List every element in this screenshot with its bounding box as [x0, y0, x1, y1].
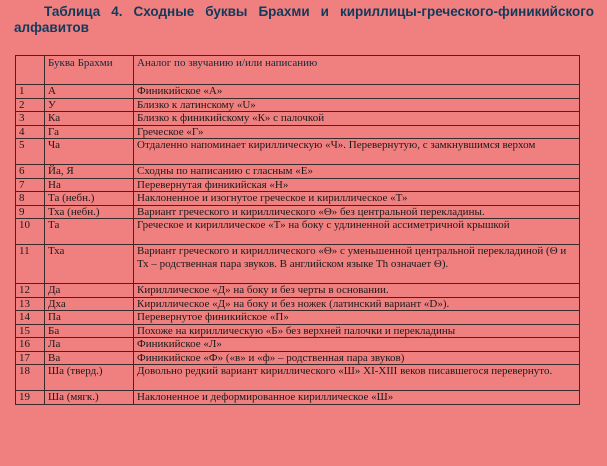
table-row	[16, 112, 580, 126]
row-description: Перевернутая финикийская «Н»	[134, 178, 580, 192]
row-description: Вариант греческого и кириллического «Θ» с уменьшенной центральной перекладиной (Θ и Тх – родственная пара звуков. В английском языке Th означает Θ).	[134, 245, 580, 284]
row-number: 2	[16, 98, 45, 112]
row-letter: Дха	[45, 297, 134, 311]
table-row	[16, 165, 580, 179]
row-description: Греческое и кириллическое «Т» на боку с удлиненной ассиметричной крышкой	[134, 219, 580, 245]
table-row	[16, 205, 580, 219]
row-letter: Ча	[45, 139, 134, 165]
row-letter: Йа, Я	[45, 165, 134, 179]
table-row	[16, 311, 580, 325]
row-letter: Ка	[45, 112, 134, 126]
row-number: 3	[16, 112, 45, 126]
row-number: 8	[16, 192, 45, 206]
row-number: 18	[16, 365, 45, 391]
table-row	[16, 139, 580, 165]
row-letter: Та	[45, 219, 134, 245]
row-letter: Да	[45, 284, 134, 298]
table-row	[16, 85, 580, 99]
row-description: Финикийское «Л»	[134, 338, 580, 352]
row-number: 4	[16, 125, 45, 139]
row-letter: Га	[45, 125, 134, 139]
row-letter: Ша (тверд.)	[45, 365, 134, 391]
table-row	[16, 98, 580, 112]
row-letter: Ба	[45, 324, 134, 338]
row-number: 16	[16, 338, 45, 352]
document-title: Таблица 4. Сходные буквы Брахми и кириллицы-греческого-финикийского алфавитов	[14, 4, 594, 35]
table-row	[16, 125, 580, 139]
row-number: 19	[16, 391, 45, 405]
row-number: 9	[16, 205, 45, 219]
row-description: Финикийское «А»	[134, 85, 580, 99]
row-description: Довольно редкий вариант кириллического «Ш» XI-XIII веков писавшегося перевернуто.	[134, 365, 580, 391]
table-row	[16, 324, 580, 338]
table-row	[16, 338, 580, 352]
row-number: 11	[16, 245, 45, 284]
row-letter: На	[45, 178, 134, 192]
row-description: Вариант греческого и кириллического «Θ» без центральной перекладины.	[134, 205, 580, 219]
row-description: Наклоненное и изогнутое греческое и кириллическое «Т»	[134, 192, 580, 206]
row-number: 5	[16, 139, 45, 165]
row-letter: Ла	[45, 338, 134, 352]
table-row	[16, 245, 580, 284]
brahmi-comparison-table	[15, 55, 580, 405]
row-description: Наклоненное и деформированное кириллическое «Ш»	[134, 391, 580, 405]
header-number-cell	[16, 56, 45, 85]
row-number: 7	[16, 178, 45, 192]
row-description: Похоже на кириллическую «Б» без верхней палочки и перекладины	[134, 324, 580, 338]
row-letter: Ва	[45, 351, 134, 365]
row-number: 14	[16, 311, 45, 325]
row-number: 10	[16, 219, 45, 245]
table-row	[16, 219, 580, 245]
row-letter: Ша (мягк.)	[45, 391, 134, 405]
row-description: Близко к латинскому «U»	[134, 98, 580, 112]
row-description: Кириллическое «Д» на боку и без черты в основании.	[134, 284, 580, 298]
row-description: Кириллическое «Д» на боку и без ножек (латинский вариант «D»).	[134, 297, 580, 311]
row-number: 1	[16, 85, 45, 99]
row-number: 13	[16, 297, 45, 311]
table-row	[16, 365, 580, 391]
row-letter: А	[45, 85, 134, 99]
row-description: Близко к финикийскому «К» с палочкой	[134, 112, 580, 126]
header-analog-cell: Аналог по звучанию и/или написанию	[134, 56, 580, 85]
table-row	[16, 192, 580, 206]
row-letter: У	[45, 98, 134, 112]
row-number: 6	[16, 165, 45, 179]
row-description: Финикийское «Ф» («в» и «ф» – родственная пара звуков)	[134, 351, 580, 365]
row-letter: Па	[45, 311, 134, 325]
row-letter: Та (небн.)	[45, 192, 134, 206]
row-description: Перевернутое финикийское «П»	[134, 311, 580, 325]
row-number: 17	[16, 351, 45, 365]
table-row	[16, 284, 580, 298]
header-letter-cell: Буква Брахми	[45, 56, 134, 85]
row-number: 12	[16, 284, 45, 298]
table-header-row	[16, 56, 580, 85]
table-row	[16, 391, 580, 405]
row-number: 15	[16, 324, 45, 338]
table-row	[16, 297, 580, 311]
row-description: Греческое «Г»	[134, 125, 580, 139]
row-description: Сходны по написанию с гласным «Е»	[134, 165, 580, 179]
row-letter: Тха (небн.)	[45, 205, 134, 219]
row-letter: Тха	[45, 245, 134, 284]
table-row	[16, 351, 580, 365]
row-description: Отдаленно напоминает кириллическую «Ч». Перевернутую, с замкнувшимся верхом	[134, 139, 580, 165]
table-row	[16, 178, 580, 192]
